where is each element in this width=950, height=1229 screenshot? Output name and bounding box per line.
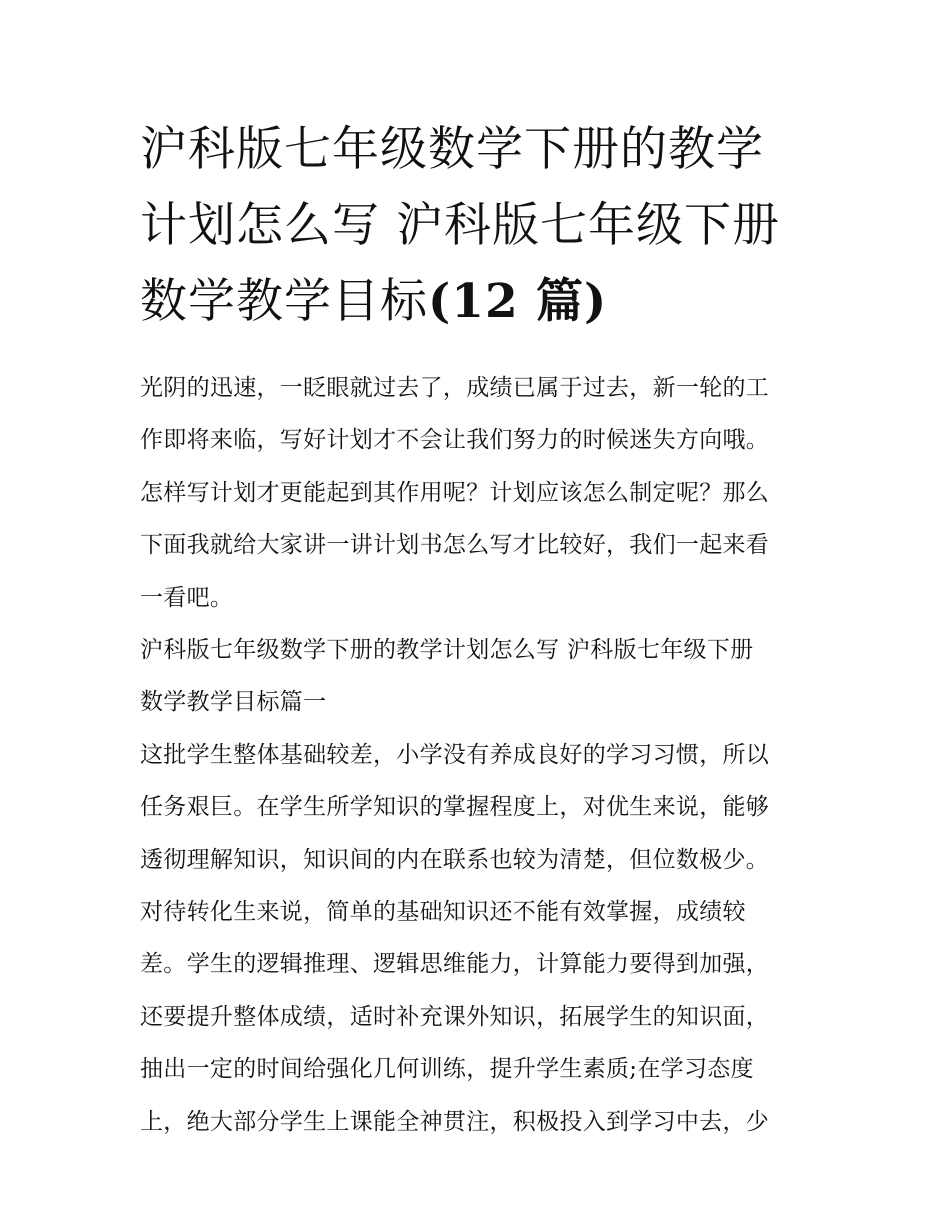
title-line-2: 计划怎么写 沪科版七年级下册 [140,198,780,253]
paragraph-line: 透彻理解知识，知识间的内在联系也较为清楚，但位数极少。 [140,846,770,873]
intro-paragraph [140,362,820,624]
body-paragraph [140,729,820,1148]
paragraph-line: 对待转化生来说，简单的基础知识还不能有效掌握，成绩较 [140,899,746,926]
intro-line: 下面我就给大家讲一讲计划书怎么写才比较好，我们一起来看 [140,532,770,559]
title-line-1: 沪科版七年级数学下册的教学 [140,122,764,177]
title-line-3-text: 数学教学目标 [140,274,428,329]
title-count: (12 篇) [428,274,608,329]
paragraph-line: 这批学生整体基础较差，小学没有养成良好的学习习惯，所以 [140,741,770,768]
intro-line: 一看吧。 [140,584,234,611]
section-heading [140,624,820,729]
intro-line: 怎样写计划才更能起到其作用呢？计划应该怎么制定呢？那么 [140,479,770,506]
paragraph-line: 还要提升整体成绩，适时补充课外知识，拓展学生的知识面， [140,1003,770,1030]
title-line-3 [140,264,820,340]
section-heading-line: 沪科版七年级数学下册的教学计划怎么写 沪科版七年级下册 [140,637,754,664]
section-heading-line: 数学教学目标篇一 [140,689,327,716]
intro-line: 光阴的迅速，一眨眼就过去了，成绩已属于过去，新一轮的工 [140,375,770,401]
paragraph-line: 任务艰巨。在学生所学知识的掌握程度上，对优生来说，能够 [140,794,770,821]
intro-line: 作即将来临，写好计划才不会让我们努力的时候迷失方向哦。 [140,427,770,454]
document-body [140,362,820,1148]
paragraph-line: 抽出一定的时间给强化几何训练，提升学生素质;在学习态度 [140,1056,754,1083]
paragraph-line: 差。学生的逻辑推理、逻辑思维能力，计算能力要得到加强， [140,951,770,978]
paragraph-line: 上，绝大部分学生上课能全神贯注，积极投入到学习中去，少 [140,1108,770,1135]
document-title [140,112,820,340]
